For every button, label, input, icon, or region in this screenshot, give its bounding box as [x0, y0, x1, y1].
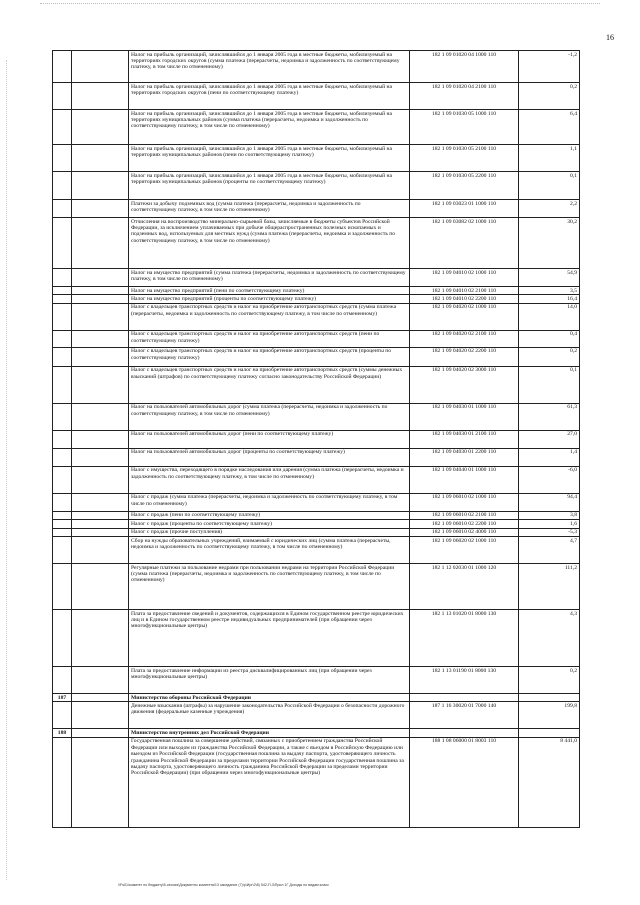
table-row [53, 511, 580, 519]
revenue-name: Налог с владельцев транспортных средств и налог на приобретение автотранспортных средств (суммы денежных взысканий (штрафов) по соответствующему платежу согласно законодательству Российской Федерации) [129, 366, 410, 403]
blank-cell [72, 528, 129, 536]
row-number [53, 51, 72, 83]
row-number [53, 537, 72, 564]
blank-cell [72, 430, 129, 448]
table-row [53, 610, 580, 667]
budget-code: 182 1 09 04040 01 1000 110 [410, 466, 519, 493]
budget-code: 182 1 09 06020 02 1000 110 [410, 537, 519, 564]
blank-cell [72, 610, 129, 667]
blank-cell [72, 347, 129, 366]
amount-value: 94,4 [519, 493, 580, 511]
budget-code: 182 1 09 04020 02 2200 110 [410, 347, 519, 366]
blank-cell [72, 145, 129, 172]
budget-code: 182 1 09 01030 05 2200 110 [410, 172, 519, 200]
budget-code: 182 1 09 03023 01 1000 110 [410, 200, 519, 218]
blank-cell [72, 403, 129, 430]
blank-cell [72, 448, 129, 466]
binding-edge-marks [6, 60, 9, 880]
blank-cell [72, 269, 129, 287]
budget-code [410, 729, 519, 737]
row-number [53, 528, 72, 536]
budget-code: 182 1 09 04020 02 2100 110 [410, 330, 519, 347]
revenue-name: Налог на прибыль организаций, зачислявшийся до 1 января 2005 года в местные бюджеты, мобилизуемый на территориях муниципальных районов (пени по соответствующему платежу) [129, 145, 410, 172]
row-number [53, 295, 72, 303]
budget-code: 182 1 09 04030 01 2200 110 [410, 448, 519, 466]
row-number [53, 667, 72, 694]
blank-cell [72, 493, 129, 511]
amount-value: 1,4 [519, 448, 580, 466]
revenue-name: Сбор на нужды образовательных учреждений, взимаемый с юридических лиц (сумма платежа (перерасчеты, недоимка и задолженность по соответствующему платежу, в том числе по отмененному) [129, 537, 410, 564]
budget-code: 182 1 09 04010 02 2100 110 [410, 287, 519, 295]
row-number [53, 448, 72, 466]
revenue-name: Платежи за добычу подземных вод (сумма платежа (перерасчеты, недоимка и задолженность по соответствующему платежу, в том числе по отмененному) [129, 200, 410, 218]
budget-code: 182 1 09 04020 02 3000 110 [410, 366, 519, 403]
page-number: 16 [606, 33, 614, 42]
amount-value: 111,2 [519, 564, 580, 610]
budget-code: 182 1 09 01020 04 2100 110 [410, 83, 519, 110]
amount-value: 1,6 [519, 520, 580, 528]
amount-value: 4,7 [519, 537, 580, 564]
revenue-name: Министерство внутренних дел Российской Федерации [129, 729, 410, 737]
budget-code: 182 1 09 06010 02 4000 110 [410, 528, 519, 536]
blank-cell [72, 330, 129, 347]
blank-cell [72, 737, 129, 827]
section-row [53, 694, 580, 702]
row-number: 187 [53, 694, 72, 702]
table-row [53, 466, 580, 493]
table-row [53, 269, 580, 287]
blank-cell [72, 83, 129, 110]
amount-value: 0,2 [519, 83, 580, 110]
revenue-name: Налог на пользователей автомобильных дорог (сумма платежа (перерасчеты, недоимка и задолженность по соответствующему платежу, в том числе по отмененному) [129, 403, 410, 430]
amount-value: 4,3 [519, 610, 580, 667]
budget-code: 182 1 09 04030 01 1000 110 [410, 403, 519, 430]
revenue-name: Налог на пользователей автомобильных дорог (пени по соответствующему платежу) [129, 430, 410, 448]
revenue-name: Налог с владельцев транспортных средств и налог на приобретение автотранспортных средств (пени по соответствующему платежу) [129, 330, 410, 347]
blank-cell [72, 218, 129, 269]
revenue-name: Налог на прибыль организаций, зачислявшийся до 1 января 2005 года в местные бюджеты, мобилизуемый на территориях городских округов (пени по соответствующему платежу) [129, 83, 410, 110]
table-row [53, 366, 580, 403]
row-number [53, 83, 72, 110]
revenue-name: Регулярные платежи за пользование недрами при пользовании недрами на территории Российской Федерации (сумма платежа (перерасчеты, недоимка и задолженность по соответствующему платежу, в том числе по отмененному) [129, 564, 410, 610]
table-row [53, 493, 580, 511]
budget-code: 182 1 09 03082 02 1000 110 [410, 218, 519, 269]
revenue-name: Налог на имущество предприятий (проценты по соответствующему платежу) [129, 295, 410, 303]
row-number [53, 269, 72, 287]
amount-value [519, 694, 580, 702]
blank-cell [72, 537, 129, 564]
revenue-name: Налог с владельцев транспортных средств и налог на приобретение автотранспортных средств (сумма платежа (перерасчеты, недоимка и задолженность по соответствующему платежу, в том числе по отмененному) [129, 303, 410, 330]
revenue-table [52, 50, 580, 828]
row-number [53, 610, 72, 667]
budget-code: 182 1 09 04010 02 1000 110 [410, 269, 519, 287]
table-row [53, 303, 580, 330]
row-number [53, 218, 72, 269]
revenue-name: Налог на пользователей автомобильных дорог (проценты по соответствующему платежу) [129, 448, 410, 466]
table-row [53, 520, 580, 528]
revenue-name: Налог с продаж (сумма платежа (перерасчеты, недоимка и задолженность по соответствующему платежу, в том числе по отмененному) [129, 493, 410, 511]
budget-code: 188 1 08 06000 01 8003 110 [410, 737, 519, 827]
table-row [53, 295, 580, 303]
amount-value: 1,1 [519, 145, 580, 172]
row-number [53, 430, 72, 448]
table-row [53, 200, 580, 218]
revenue-name: Плата за предоставление сведений и документов, содержащихся в Едином государственном реестре юридических лиц и в Едином государственном реестре индивидуальных предпринимателей (при обращении через многофункциональные центры) [129, 610, 410, 667]
revenue-name: Налог на имущество предприятий (пени по соответствующему платежу) [129, 287, 410, 295]
budget-code: 182 1 09 01030 05 1000 110 [410, 110, 519, 145]
table-row [53, 330, 580, 347]
blank-cell [72, 200, 129, 218]
row-number: 188 [53, 729, 72, 737]
blank-cell [72, 511, 129, 519]
row-number [53, 511, 72, 519]
blank-cell [72, 287, 129, 295]
amount-value: 0,1 [519, 172, 580, 200]
amount-value: 8 441,0 [519, 737, 580, 827]
revenue-name: Министерство обороны Российской Федерации [129, 694, 410, 702]
budget-code [410, 694, 519, 702]
table-row [53, 702, 580, 729]
revenue-name: Налог на прибыль организаций, зачислявшийся до 1 января 2005 года в местные бюджеты, мобилизуемый на территориях муниципальных районов (сумма платежа (перерасчеты, недоимка и задолженность по соответствующему платежу, в том числе по отмененному) [129, 110, 410, 145]
blank-cell [72, 51, 129, 83]
revenue-name: Налог с имущества, переходящего в порядке наследования или дарения (сумма платежа (перерасчеты, недоимка и задолженность по соответствующему платежу, в том числе по отмененному) [129, 466, 410, 493]
table-row [53, 537, 580, 564]
table-row [53, 172, 580, 200]
revenue-name: Плата за предоставление информации из реестра дисквалифицированных лиц (при обращении через многофункциональные центры) [129, 667, 410, 694]
row-number [53, 172, 72, 200]
amount-value [519, 729, 580, 737]
row-number [53, 287, 72, 295]
blank-cell [72, 303, 129, 330]
section-row [53, 729, 580, 737]
blank-cell [72, 466, 129, 493]
row-number [53, 145, 72, 172]
amount-value: 27,0 [519, 430, 580, 448]
table-row [53, 110, 580, 145]
budget-code: 182 1 09 04030 01 2100 110 [410, 430, 519, 448]
revenue-name: Налог с продаж (пени по соответствующему платежу) [129, 511, 410, 519]
row-number [53, 466, 72, 493]
amount-value: 3,8 [519, 511, 580, 519]
revenue-name: Налог с продаж (прочие поступления) [129, 528, 410, 536]
table-row [53, 564, 580, 610]
table-row [53, 737, 580, 827]
budget-code: 182 1 09 01030 05 2100 110 [410, 145, 519, 172]
row-number [53, 200, 72, 218]
scan-edge-marks [40, 3, 600, 7]
amount-value: 0,4 [519, 330, 580, 347]
revenue-name: Налог на прибыль организаций, зачислявшийся до 1 января 2005 года в местные бюджеты, мобилизуемый на территориях муниципальных районов (проценты по соответствующему платежу) [129, 172, 410, 200]
row-number [53, 366, 72, 403]
amount-value: 14,0 [519, 303, 580, 330]
amount-value: 2,2 [519, 200, 580, 218]
row-number [53, 564, 72, 610]
blank-cell [72, 694, 129, 702]
amount-value: 0,2 [519, 347, 580, 366]
budget-code: 182 1 09 06010 02 2200 110 [410, 520, 519, 528]
revenue-name: Денежные взыскания (штрафы) за нарушение законодательства Российской Федерации о безопасности дорожного движения (федеральные казенные учреждения) [129, 702, 410, 729]
file-path-footer: \\Fs01\комитет по бюджету\5-сессия\Документы комитета\13 заседание (7)\р\Ирг\2\8) 542-П-3\Прил 1Г Доходы по видам класс [118, 883, 329, 887]
amount-value: 30,2 [519, 218, 580, 269]
row-number [53, 330, 72, 347]
table-row [53, 287, 580, 295]
blank-cell [72, 366, 129, 403]
revenue-name: Налог с владельцев транспортных средств и налог на приобретение автотранспортных средств (проценты по соответствующему платежу) [129, 347, 410, 366]
amount-value: 6,4 [519, 110, 580, 145]
amount-value: -6,0 [519, 466, 580, 493]
table-row [53, 528, 580, 536]
amount-value: 0,2 [519, 667, 580, 694]
budget-code: 182 1 09 01020 04 1000 110 [410, 51, 519, 83]
blank-cell [72, 295, 129, 303]
table-row [53, 347, 580, 366]
revenue-name: Отчисления на воспроизводство минерально-сырьевой базы, зачисляемые в бюджеты субъектов Российской Федерации, за исключением уплачиваемых при добыче общераспространенных полезных ископаемых и подземных вод, используемых для местных нужд (сумма платежа (перерасчеты, недоимка и задолженность по соответствующему платежу, в том числе по отмененному) [129, 218, 410, 269]
blank-cell [72, 110, 129, 145]
blank-cell [72, 729, 129, 737]
amount-value: -1,2 [519, 51, 580, 83]
row-number [53, 520, 72, 528]
amount-value: -5,3 [519, 528, 580, 536]
budget-code: 187 1 16 30020 01 7000 140 [410, 702, 519, 729]
table-row [53, 430, 580, 448]
row-number [53, 347, 72, 366]
blank-cell [72, 172, 129, 200]
amount-value: 0,1 [519, 366, 580, 403]
table-row [53, 218, 580, 269]
table-row [53, 51, 580, 83]
amount-value: 3,5 [519, 287, 580, 295]
table-row [53, 403, 580, 430]
budget-code: 182 1 13 01020 01 8000 130 [410, 610, 519, 667]
blank-cell [72, 667, 129, 694]
amount-value: 199,8 [519, 702, 580, 729]
table-row [53, 145, 580, 172]
row-number [53, 737, 72, 827]
row-number [53, 702, 72, 729]
revenue-name: Государственная пошлина за совершение действий, связанных с приобретением гражданства Российской Федерации или выходом из гражданства Российской Федерации, а также с въездом в Российскую Федерацию или выездом из Российской Федерации (государственная пошлина за выдачу паспорта, удостоверяющего личность гражданина Российской Федерации за пределами территории Российской Федерации государственная пошлина за выдачу паспорта, удостоверяющего личность гражданина Российской Федерации за пределами территории Российской Федерации) (при обращении через многофункциональные центры) [129, 737, 410, 827]
table-row [53, 448, 580, 466]
row-number [53, 493, 72, 511]
budget-code: 182 1 09 04020 02 1000 110 [410, 303, 519, 330]
revenue-name: Налог на имущество предприятий (сумма платежа (перерасчеты, недоимка и задолженность по соответствующему платежу, в том числе по отмененному) [129, 269, 410, 287]
table-row [53, 83, 580, 110]
budget-code: 182 1 09 04010 02 2200 110 [410, 295, 519, 303]
budget-code: 182 1 09 06010 02 2100 110 [410, 511, 519, 519]
table-row [53, 667, 580, 694]
blank-cell [72, 702, 129, 729]
amount-value: 16,4 [519, 295, 580, 303]
blank-cell [72, 520, 129, 528]
budget-code: 182 1 13 01190 01 8000 130 [410, 667, 519, 694]
blank-cell [72, 564, 129, 610]
budget-code: 182 1 09 06010 02 1000 110 [410, 493, 519, 511]
row-number [53, 110, 72, 145]
row-number [53, 303, 72, 330]
amount-value: 61,3 [519, 403, 580, 430]
revenue-name: Налог на прибыль организаций, зачислявшийся до 1 января 2005 года в местные бюджеты, мобилизуемый на территориях городских округов (сумма платежа (перерасчеты, недоимка и задолженность по соответствующему платежу, в том числе по отмененному) [129, 51, 410, 83]
amount-value: 54,9 [519, 269, 580, 287]
revenue-name: Налог с продаж (проценты по соответствующему платежу) [129, 520, 410, 528]
row-number [53, 403, 72, 430]
budget-code: 182 1 12 02030 01 1000 120 [410, 564, 519, 610]
